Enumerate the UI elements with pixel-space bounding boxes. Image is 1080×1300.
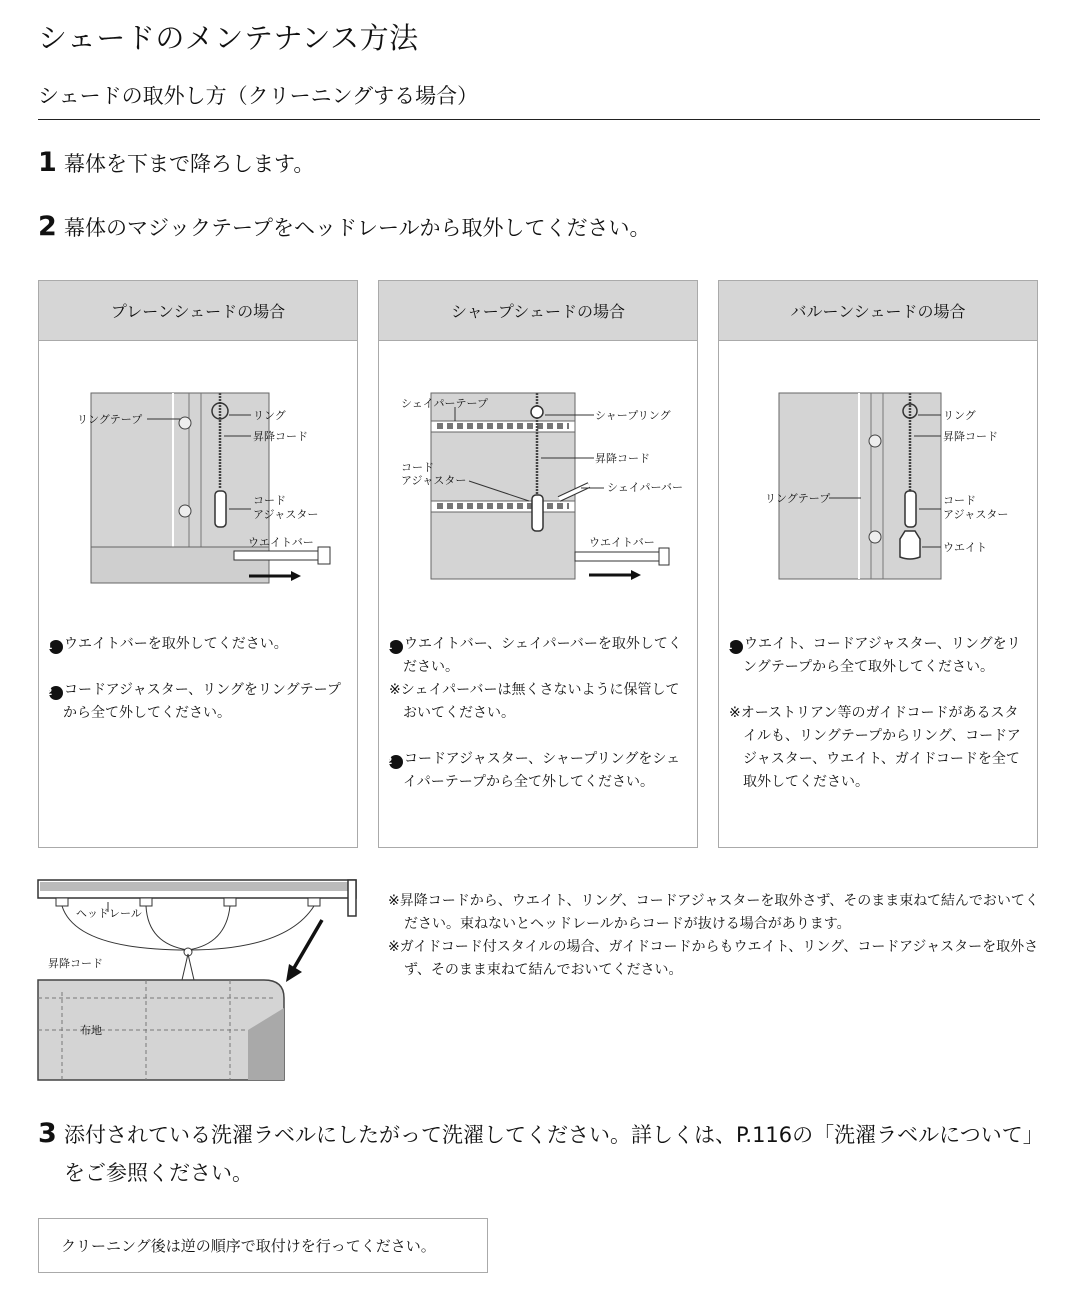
page-title: シェードのメンテナンス方法 [38,21,419,55]
instruction-item [385,748,689,794]
instruction-text: ウエイトバー、シェイパーバーを取外してください。 [403,636,682,675]
label-weight: ウエイト [943,541,987,554]
panel-title: シャープシェードの場合 [379,281,697,341]
instruction-item [385,633,689,679]
step-text: 幕体のマジックテープをヘッドレールから取外してください。 [64,216,651,240]
section-divider [38,119,1040,120]
step-marker-icon: 2 [389,755,403,769]
instruction-item [725,633,1029,679]
step-text: 添付されている洗濯ラベルにしたがって洗濯してください。詳しくは、P.116の「洗濯ラベルについて」をご参照ください。 [64,1123,1044,1185]
label-cord-adjuster-line1: コード [943,494,976,507]
step-3 [38,1116,1048,1192]
step-marker-icon: 1 [49,640,63,654]
label-lift-cord: 昇降コード [943,430,998,443]
label-lift-cord: 昇降コード [48,957,103,970]
label-ring-tape: リングテープ [77,413,143,426]
label-cord-adjuster-line1: コード [253,494,286,507]
label-fabric: 布地 [80,1024,102,1037]
step-number: 3 [38,1118,57,1149]
removal-diagram [36,872,366,1084]
panel-plain-shade [38,280,358,848]
section-subtitle: シェードの取外し方（クリーニングする場合） [38,84,479,108]
plain-shade-diagram [39,341,359,591]
panel-instructions [725,633,1029,794]
footer-note-box: クリーニング後は逆の順序で取付けを行ってください。 [38,1218,488,1273]
panel-title: プレーンシェードの場合 [39,281,357,341]
label-sharp-ring: シャープリング [595,409,671,422]
removal-notes [388,890,1048,982]
instruction-item [45,679,349,725]
step-marker-icon: 2 [49,686,63,700]
label-shaper-tape: シェイパーテープ [401,397,489,410]
label-lift-cord: 昇降コード [595,452,650,465]
label-cord-adjuster-line2: アジャスター [943,508,1009,521]
instruction-text: コードアジャスター、シャープリングをシェイパーテープから全て外してください。 [403,751,681,790]
note-item: ※ガイドコード付スタイルの場合、ガイドコードからもウエイト、リング、コードアジャスターを取外さず、そのまま束ねて結んでおいてください。 [388,939,1039,978]
label-shaper-bar: シェイパーバー [607,481,684,494]
step-2 [38,209,651,246]
instruction-text: ウエイト、コードアジャスター、リングをリングテープから全て取外してください。 [743,636,1021,675]
step-text: 幕体を下まで降ろします。 [64,152,315,176]
panel-sharp-shade [378,280,698,848]
instruction-note: ※シェイパーバーは無くさないように保管しておいてください。 [389,682,680,721]
panel-instructions [45,633,349,725]
step-number: 1 [38,147,57,178]
panel-instructions [385,633,689,794]
label-ring: リング [253,409,286,422]
sharp-shade-diagram [379,341,699,591]
label-weight-bar: ウエイトバー [589,536,655,549]
label-cord-adjuster-line2: アジャスター [401,474,467,487]
instruction-text: ウエイトバーを取外してください。 [64,636,288,652]
instruction-note: ※オーストリアン等のガイドコードがあるスタイルも、リングテープからリング、コードアジャスター、ウエイト、ガイドコードを全て取外してください。 [729,705,1021,790]
panel-title: バルーンシェードの場合 [719,281,1037,341]
label-ring-tape: リングテープ [765,492,831,505]
note-item: ※昇降コードから、ウエイト、リング、コードアジャスターを取外さず、そのまま束ねて結んでおいてください。束ねないとヘッドレールからコードが抜ける場合があります。 [388,893,1039,932]
label-ring: リング [943,409,976,422]
instruction-text: コードアジャスター、リングをリングテープから全て外してください。 [63,682,341,721]
step-1 [38,145,314,182]
label-cord-adjuster [943,494,1008,521]
instruction-item [45,633,349,656]
step-marker-icon: 1 [729,640,743,654]
panel-balloon-shade [718,280,1038,848]
label-cord-adjuster [253,494,318,521]
label-cord-adjuster-line2: アジャスター [253,508,319,521]
step-marker-icon: 1 [389,640,403,654]
label-cord-adjuster-line1: コード [401,461,434,474]
label-lift-cord: 昇降コード [253,430,308,443]
label-head-rail: ヘッドレール [76,907,142,920]
balloon-shade-diagram [719,341,1039,591]
step-number: 2 [38,211,57,242]
label-weight-bar: ウエイトバー [248,536,314,549]
